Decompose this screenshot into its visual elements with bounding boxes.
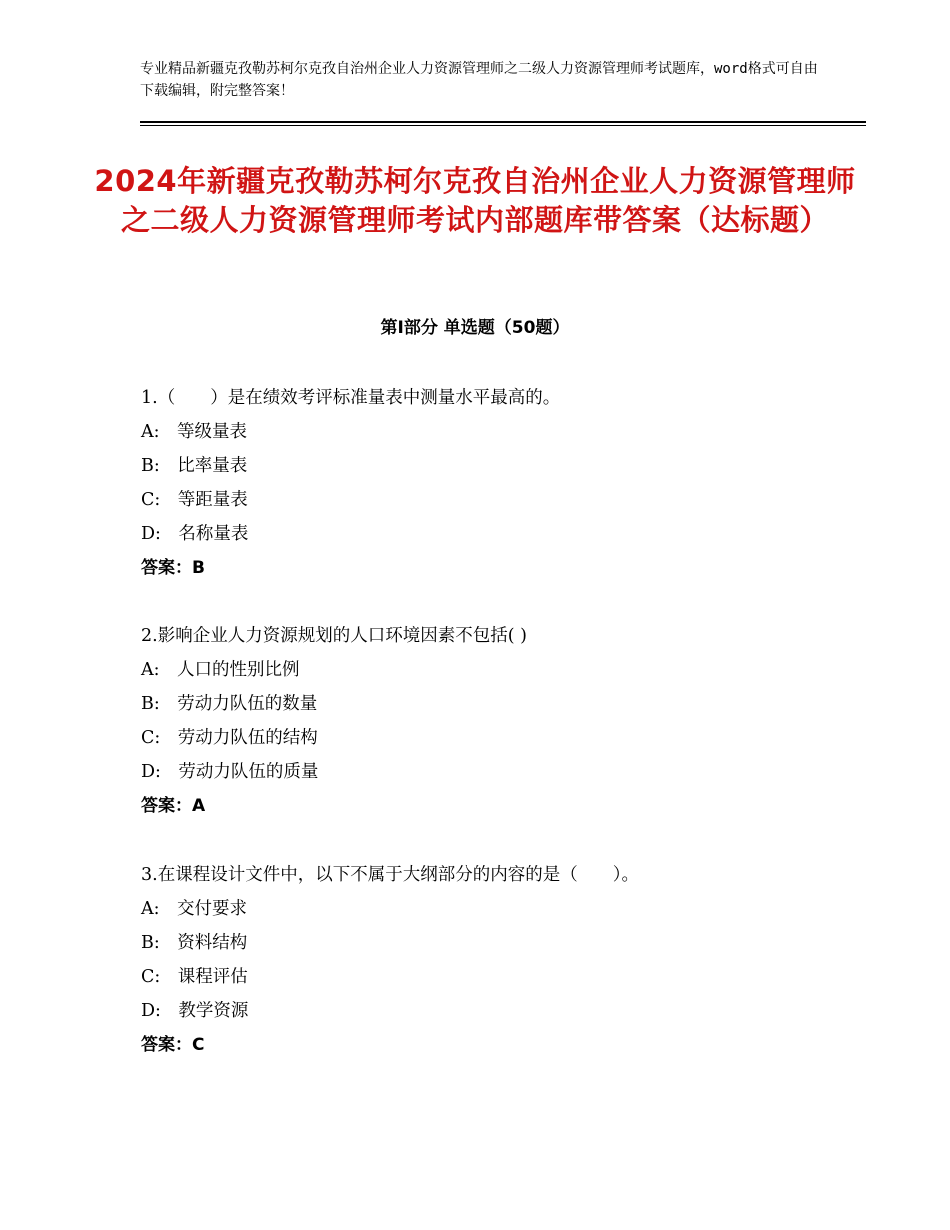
option-c: C: 等距量表 bbox=[141, 490, 248, 510]
header-divider-thin bbox=[140, 125, 866, 126]
option-d: D: 劳动力队伍的质量 bbox=[141, 762, 319, 782]
option-b: B: 比率量表 bbox=[141, 456, 248, 476]
answer: 答案：B bbox=[141, 558, 205, 578]
section-heading: 第Ⅰ部分 单选题（50题） bbox=[380, 318, 570, 338]
document-title: 2024年新疆克孜勒苏柯尔克孜自治州企业人力资源管理师之二级人力资源管理师考试内部题库带答案（达标题） bbox=[94, 164, 856, 237]
option-c: C: 劳动力队伍的结构 bbox=[141, 728, 318, 748]
option-d: D: 教学资源 bbox=[141, 1001, 249, 1021]
option-a: A: 等级量表 bbox=[141, 422, 248, 442]
option-b: B: 劳动力队伍的数量 bbox=[141, 694, 318, 714]
question-3 bbox=[141, 858, 861, 1062]
question-stem: 2.影响企业人力资源规划的人口环境因素不包括( ) bbox=[141, 626, 527, 646]
header-divider-thick bbox=[140, 121, 866, 123]
option-a: A: 人口的性别比例 bbox=[141, 660, 300, 680]
question-1 bbox=[141, 381, 861, 585]
header-note: 专业精品新疆克孜勒苏柯尔克孜自治州企业人力资源管理师之二级人力资源管理师考试题库，word格式可自由下载编辑，附完整答案！ bbox=[140, 61, 818, 99]
option-d: D: 名称量表 bbox=[141, 524, 249, 544]
option-b: B: 资料结构 bbox=[141, 933, 248, 953]
question-stem: 3.在课程设计文件中，以下不属于大纲部分的内容的是（ ）。 bbox=[141, 865, 639, 885]
answer: 答案：A bbox=[141, 796, 206, 816]
option-c: C: 课程评估 bbox=[141, 967, 248, 987]
answer: 答案：C bbox=[141, 1035, 205, 1055]
question-2 bbox=[141, 619, 861, 823]
question-stem: 1.（ ）是在绩效考评标准量表中测量水平最高的。 bbox=[141, 388, 561, 408]
option-a: A: 交付要求 bbox=[141, 899, 248, 919]
